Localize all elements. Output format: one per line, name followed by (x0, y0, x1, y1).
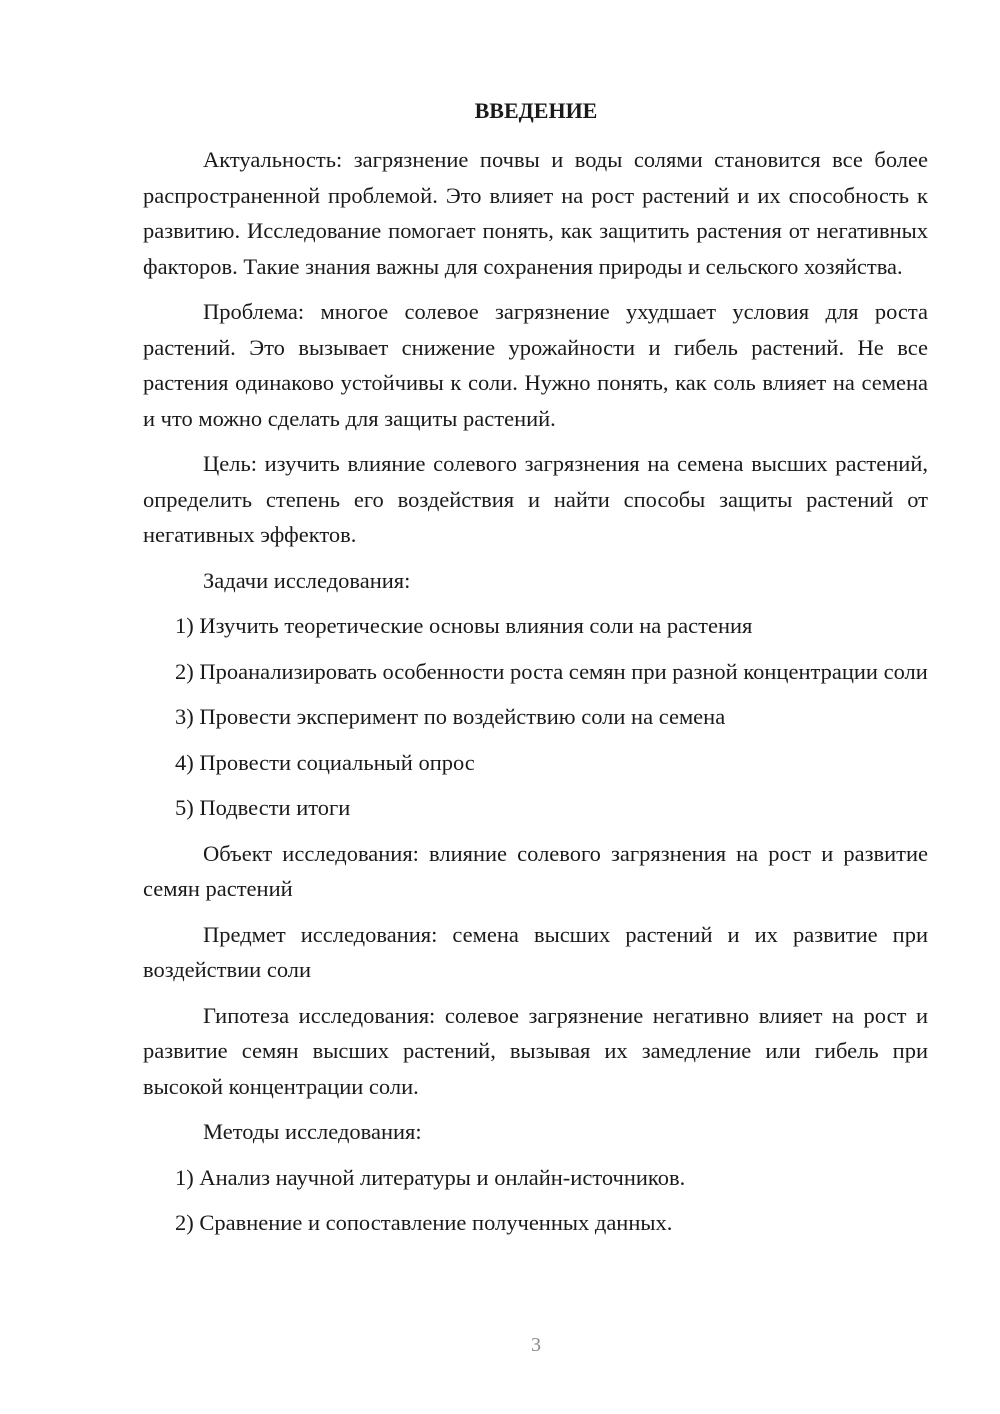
object-paragraph: Объект исследования: влияние солевого загрязнения на рост и развитие семян растений (143, 840, 928, 901)
task-item-2: 2) Проанализировать особенности роста семян при разной концентрации соли (175, 658, 928, 684)
page-number: 3 (531, 1334, 541, 1356)
document-body (143, 142, 928, 1241)
subject-paragraph: Предмет исследования: семена высших растений и их развитие при воздействии соли (143, 921, 928, 982)
tasks-heading: Задачи исследования: (203, 567, 411, 593)
task-item-3: 3) Провести эксперимент по воздействию соли на семена (175, 704, 726, 729)
relevance-paragraph: Актуальность: загрязнение почвы и воды солями становится все более распространенной проблемой. Это влияет на рост растений и их способность к развитию. Исследование помогает понять, как защитить растения от негативных факторов. Такие знания важны для сохранения природы и сельского хозяйства. (143, 147, 928, 279)
method-item-1: 1) Анализ научной литературы и онлайн-источников. (175, 1164, 686, 1190)
method-item-2: 2) Сравнение и сопоставление полученных данных. (175, 1210, 673, 1235)
problem-paragraph: Проблема: многое солевое загрязнение ухудшает условия для роста растений. Это вызывает снижение урожайности и гибель растений. Не все растения одинаково устойчивы к соли. Нужно понять, как соль влияет на семена и что можно сделать для защиты растений. (143, 299, 928, 431)
methods-heading: Методы исследования: (203, 1119, 422, 1144)
page-title: ВВЕДЕНИЕ (474, 98, 598, 123)
task-item-5: 5) Подвести итоги (175, 795, 351, 820)
task-item-1: 1) Изучить теоретические основы влияния соли на растения (175, 613, 753, 638)
task-item-4: 4) Провести социальный опрос (175, 749, 475, 775)
hypothesis-paragraph: Гипотеза исследования: солевое загрязнение негативно влияет на рост и развитие семян высших растений, вызывая их замедление или гибель при высокой концентрации соли. (143, 1002, 928, 1099)
goal-paragraph: Цель: изучить влияние солевого загрязнения на семена высших растений, определить степень его воздействия и найти способы защиты растений от негативных эффектов. (143, 451, 928, 547)
